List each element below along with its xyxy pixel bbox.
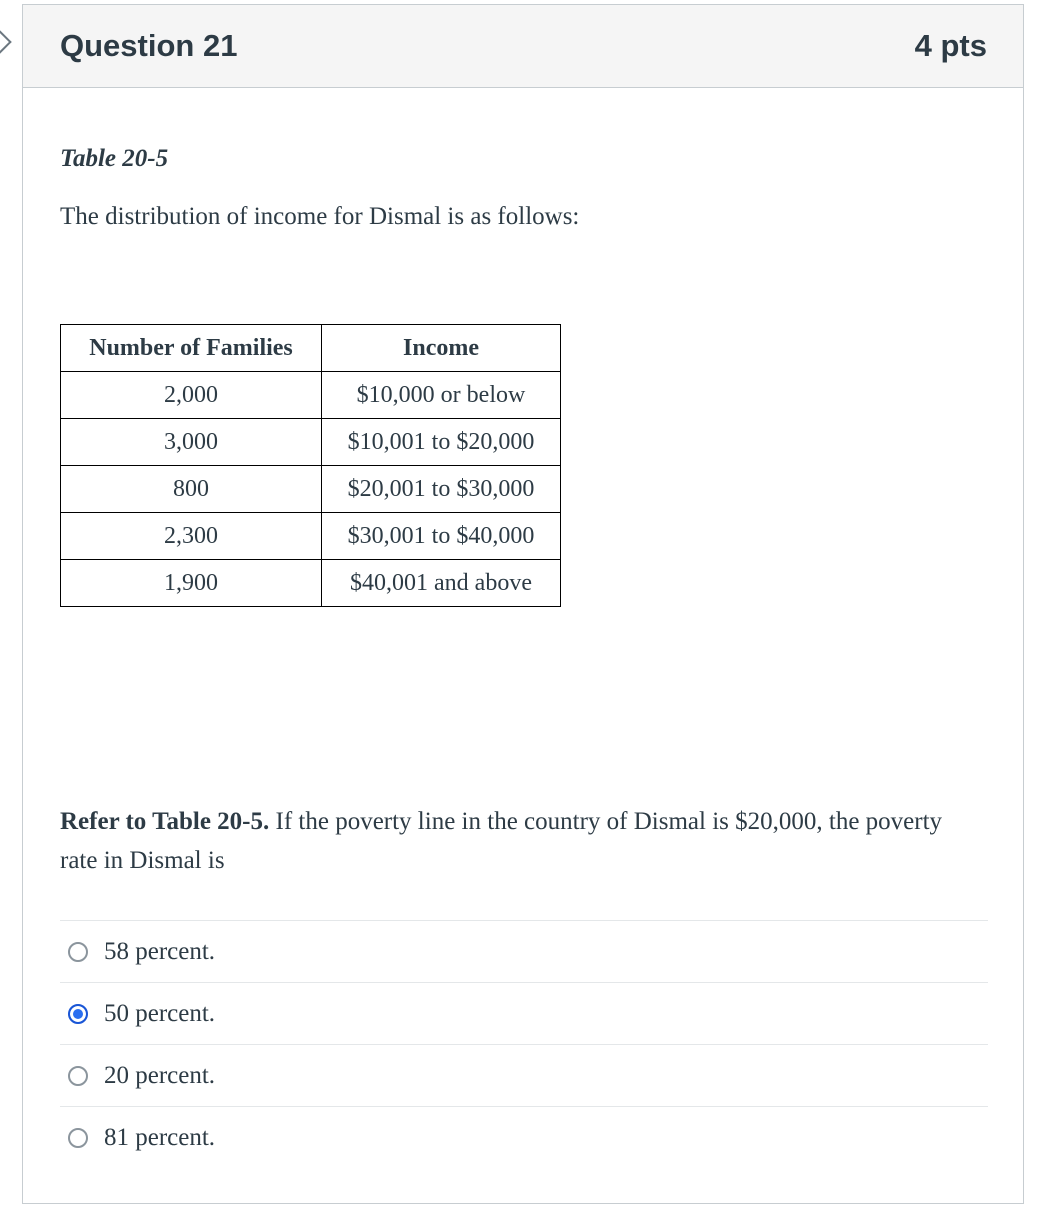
income-cell: $20,001 to $30,000	[322, 466, 561, 513]
prompt-text: If the poverty line in the country of Dismal is $20,000, the poverty rate in Dismal is	[60, 808, 943, 874]
table-row	[61, 513, 561, 560]
answer-label[interactable]: 58 percent.	[104, 937, 216, 965]
table-row	[61, 466, 561, 513]
income-table	[60, 324, 561, 607]
table-header-row	[61, 325, 561, 372]
answer-label[interactable]: 20 percent.	[104, 1061, 216, 1089]
radio-button[interactable]	[68, 942, 88, 962]
radio-button[interactable]	[68, 1066, 88, 1086]
families-cell: 2,000	[61, 372, 322, 419]
answer-label[interactable]: 50 percent.	[104, 999, 216, 1027]
families-cell: 2,300	[61, 513, 322, 560]
prompt-reference: Refer to Table 20-5.	[60, 808, 270, 835]
families-cell: 800	[61, 466, 322, 513]
question-header	[23, 5, 1023, 88]
previous-question-arrow-icon[interactable]	[0, 29, 12, 54]
answer-label[interactable]: 81 percent.	[104, 1123, 216, 1151]
table-caption: Table 20-5	[60, 145, 169, 172]
income-cell: $10,000 or below	[322, 372, 561, 419]
intro-text: The distribution of income for Dismal is as follows:	[60, 203, 580, 230]
answer-option[interactable]	[60, 920, 988, 982]
table-row	[61, 372, 561, 419]
table-row	[61, 560, 561, 607]
radio-button-selected[interactable]	[68, 1004, 88, 1024]
radio-button[interactable]	[68, 1128, 88, 1148]
header-number-of-families: Number of Families	[61, 325, 322, 372]
income-cell: $40,001 and above	[322, 560, 561, 607]
table-row	[61, 419, 561, 466]
income-cell: $10,001 to $20,000	[322, 419, 561, 466]
question-points: 4 pts	[914, 28, 987, 63]
answer-option[interactable]	[60, 1044, 988, 1106]
answer-option[interactable]	[60, 1106, 988, 1168]
question-title: Question 21	[60, 28, 238, 63]
question-prompt	[60, 802, 960, 880]
families-cell: 1,900	[61, 560, 322, 607]
income-cell: $30,001 to $40,000	[322, 513, 561, 560]
question-card	[22, 4, 1024, 1204]
families-cell: 3,000	[61, 419, 322, 466]
header-income: Income	[322, 325, 561, 372]
answer-list	[60, 920, 988, 1168]
answer-option[interactable]	[60, 982, 988, 1044]
